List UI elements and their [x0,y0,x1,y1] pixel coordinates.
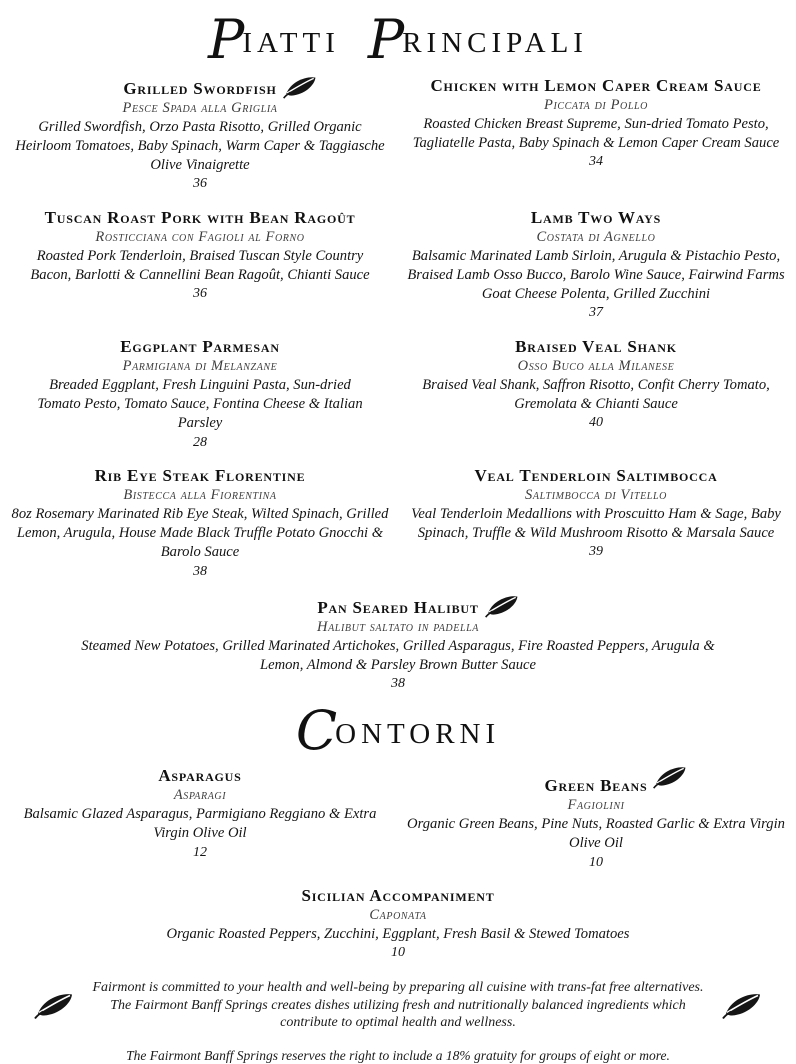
heading-initial: P [208,8,243,71]
dish-sicilian-accompaniment [68,885,728,963]
dish-italian-name: Asparagi [173,787,227,804]
dish-description: 8oz Rosemary Marinated Rib Eye Steak, Wilted Spinach, Grilled Lemon, Arugula, House Made Black Truffle Potato Gnocchi & Barolo Sauce [11,505,389,561]
dish-name [402,207,790,228]
dish-name [68,885,728,906]
dish-pan-seared-halibut [68,594,728,694]
dish-name [68,594,728,618]
dish-price: 38 [391,676,405,692]
heading-rest: IATTI [242,27,340,59]
heading-rest: ONTORNI [335,717,501,750]
heading-initial: P [367,8,403,71]
contorni-grid [0,765,796,885]
dish-description: Roasted Pork Tenderloin, Braised Tuscan Style Country Bacon, Barlotti & Cannellini Bean Ragoût, Chianti Sauce [30,247,370,283]
heading-word [295,698,501,762]
dish-description: Roasted Chicken Breast Supreme, Sun-dried Tomato Pesto, Tagliatelle Pasta, Baby Spinach & Lemon Caper Cream Sauce [412,115,780,151]
dish-chicken-lemon-caper [402,75,790,172]
dish-italian-name: Bistecca alla Fiorentina [123,486,277,503]
dish-name [35,207,365,228]
dish-price: 10 [391,945,405,961]
dish-price: 40 [589,415,603,431]
dish-italian-name: Caponata [369,907,427,924]
dish-italian-name: Rosticciana con Fagioli al Forno [95,228,305,245]
contorni-heading [0,698,796,762]
dish-name-text: Veal Tenderloin Saltimbocca [474,465,718,485]
dish-eggplant-parmesan [30,336,370,452]
leaf-icon [34,990,74,1021]
dish-description: Steamed New Potatoes, Grilled Marinated Artichokes, Grilled Asparagus, Fire Roasted Peppers, Arugula & Lemon, Almond & Parsley Brown Butter Sauce [81,637,715,674]
piatti-grid [0,75,796,594]
dish-price: 34 [589,154,603,170]
dish-name-text: Eggplant Parmesan [120,336,280,356]
dish-italian-name: Saltimbocca di Vitello [525,486,667,503]
heading-word [367,8,588,71]
dish-name [402,75,790,96]
dish-description: Veal Tenderloin Medallions with Proscuitto Ham & Sage, Baby Spinach, Truffle & Wild Mushroom Risotto & Marsala Sauce [411,505,781,542]
dish-price: 39 [589,544,603,560]
leaf-icon [282,75,318,99]
leaf-icon [484,594,520,618]
dish-italian-name: Pesce Spada alla Griglia [122,99,278,116]
dish-italian-name: Fagiolini [567,797,625,814]
dish-price: 10 [589,854,603,870]
dish-price: 36 [193,286,207,302]
dish-description: Breaded Eggplant, Fresh Linguini Pasta, Sun-dried Tomato Pesto, Tomato Sauce, Fontina Cheese & Italian Parsley [37,376,363,432]
dish-name-text: Tuscan Roast Pork with Bean Ragoût [44,207,356,227]
leaf-icon [652,765,688,789]
dish-name-text: Pan Seared Halibut [317,597,479,617]
dish-braised-veal-shank [402,336,790,433]
dish-description: Grilled Swordfish, Orzo Pasta Risotto, Grilled Organic Heirloom Tomatoes, Baby Spinach, Warm Caper & Taggiasche Olive Vinaigrette [15,118,385,174]
dish-name [402,765,790,796]
dish-name-text: Rib Eye Steak Florentine [94,465,306,485]
dish-name [402,336,790,357]
heading-rest: RINCIPALI [402,27,588,59]
dish-description: Balsamic Marinated Lamb Sirloin, Arugula & Pistachio Pesto, Braised Lamb Osso Bucco, Barolo Wine Sauce, Fairwind Farms Goat Cheese Polenta, Grilled Zucchini [407,247,785,303]
dish-description: Organic Roasted Peppers, Zucchini, Eggplant, Fresh Basil & Stewed Tomatoes [166,925,630,942]
dish-italian-name: Halibut saltato in padella [317,618,479,635]
dish-price: 38 [193,563,207,579]
dish-name-text: Braised Veal Shank [515,336,677,356]
dish-name [14,75,386,99]
dish-name [402,465,790,486]
leaf-icon [722,990,762,1021]
dish-italian-name: Piccata di Pollo [543,96,649,113]
dish-name-text: Asparagus [158,766,242,786]
dish-italian-name: Costata di Agnello [536,228,656,245]
health-note [0,975,796,1032]
dish-italian-name: Parmigiana di Melanzane [122,357,278,374]
dish-tuscan-roast-pork [30,207,370,304]
dish-name-text: Lamb Two Ways [530,207,662,227]
dish-description: Organic Green Beans, Pine Nuts, Roasted Garlic & Extra Virgin Olive Oil [407,816,785,852]
dish-grilled-swordfish [14,75,386,194]
dish-price: 37 [589,305,603,321]
health-note-text: Fairmont is committed to your health and well-being by preparing all cuisine with trans-fat free alternatives. The Fairmont Banff Springs creates dishes utilizing fresh and nutritionally balanced ingredients which contribute to optimal health and wellness. [92,980,704,1031]
dish-rib-eye-steak-florentine [10,465,390,581]
dish-asparagus [14,765,386,862]
dish-name [30,336,370,357]
heading-initial: C [295,698,336,762]
dish-price: 36 [193,176,207,192]
dish-name-text: Green Beans [544,776,648,796]
dish-description: Balsamic Glazed Asparagus, Parmigiano Reggiano & Extra Virgin Olive Oil [23,806,377,842]
dish-italian-name: Osso Buco alla Milanese [517,357,675,374]
dish-name [14,765,386,786]
dish-name-text: Grilled Swordfish [123,78,277,98]
dish-name-text: Chicken with Lemon Caper Cream Sauce [430,75,762,95]
dish-veal-tenderloin-saltimbocca [402,465,790,562]
dish-name-text: Sicilian Accompaniment [301,885,495,905]
heading-word [208,8,340,71]
dish-green-beans [402,765,790,872]
gratuity-note: The Fairmont Banff Springs reserves the right to include a 18% gratuity for groups of eight or more. [126,1047,670,1063]
piatti-principali-heading [0,8,796,71]
dish-price: 28 [193,434,207,450]
dish-description: Braised Veal Shank, Saffron Risotto, Confit Cherry Tomato, Gremolata & Chianti Sauce [422,376,770,412]
dish-price: 12 [193,844,207,860]
dish-name [10,465,390,486]
dish-lamb-two-ways [402,207,790,323]
